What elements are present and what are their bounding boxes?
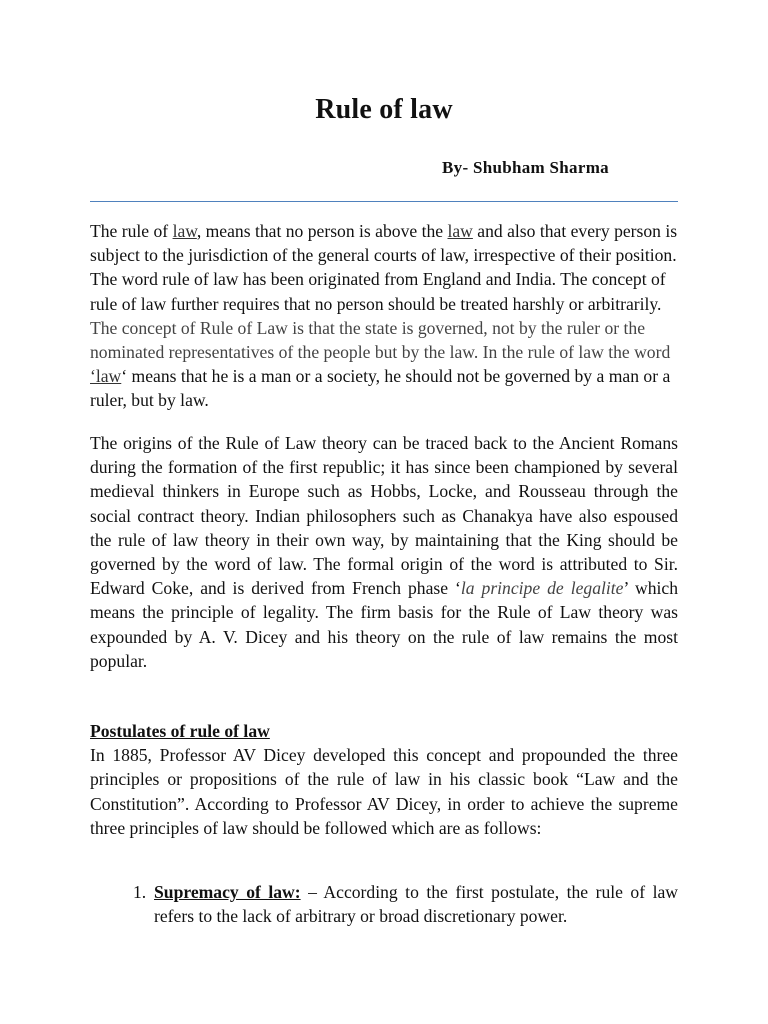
text-run: and also that every person is subject to the jurisdiction of the general courts of law, irrespective of their position. The word rule of law has been originated from England and India. The concept of rule of law further requires that no person should be treated harshly or arbitrarily.: [90, 221, 678, 314]
title-divider: [90, 201, 678, 202]
text-run: The rule of: [90, 221, 173, 241]
law-link[interactable]: law: [172, 221, 197, 241]
law-word-link[interactable]: ‘law: [90, 366, 122, 387]
list-number: 1.: [133, 882, 147, 902]
paragraph-intro: [90, 219, 678, 413]
list-item-body: – According to the first postulate, the rule of law refers to the lack of arbitrary or broad discretionary power.: [154, 882, 678, 927]
numbered-list: [133, 880, 678, 928]
section-postulates: [90, 719, 678, 840]
section-text: In 1885, Professor AV Dicey developed this concept and propounded the three principles or propositions of the rule of law in his classic book “Law and the Constitution”. According to Professor AV Dicey, in order to achieve the supreme three principles of law should be followed which are as follows:: [90, 745, 678, 838]
text-run: The origins of the Rule of Law theory can be traced back to the Ancient Romans during the formation of the first republic; it has since been championed by several medieval thinkers in Europe such as Hobbs, Locke, and Rousseau through the social contract theory. Indian philosophers such as Chanakya have also espoused the rule of law theory in their own way, by maintaining that the King should be governed by the word of law. The formal origin of the word is attributed to Sir. Edward Coke, and is derived from French phase ‘: [90, 433, 678, 599]
text-run: , means that no person is above the: [196, 221, 448, 241]
author-line: By- Shubham Sharma: [442, 158, 609, 177]
text-run: ’ which means the principle of legality. The firm basis for the Rule of Law theory was expounded by A. V. Dicey and his theory on the rule of law remains the most popular.: [90, 578, 678, 671]
document-title: Rule of law: [315, 94, 453, 125]
paragraph-origins: [90, 431, 678, 673]
list-item-lead: Supremacy of law:: [154, 882, 301, 902]
law-link[interactable]: law: [447, 221, 473, 241]
text-run: ‘ means that he is a man or a society, he should not be governed by a man or a ruler, but by law.: [90, 366, 671, 411]
italic-phrase: la principe de legalite: [460, 578, 624, 599]
list-item-text: [154, 880, 678, 928]
section-heading: Postulates of rule of law: [90, 721, 270, 741]
text-run: The concept of Rule of Law is that the state is governed, not by the ruler or the nominated representatives of the people but by the law. In the rule of law the word: [90, 317, 671, 363]
list-item: [133, 880, 678, 928]
